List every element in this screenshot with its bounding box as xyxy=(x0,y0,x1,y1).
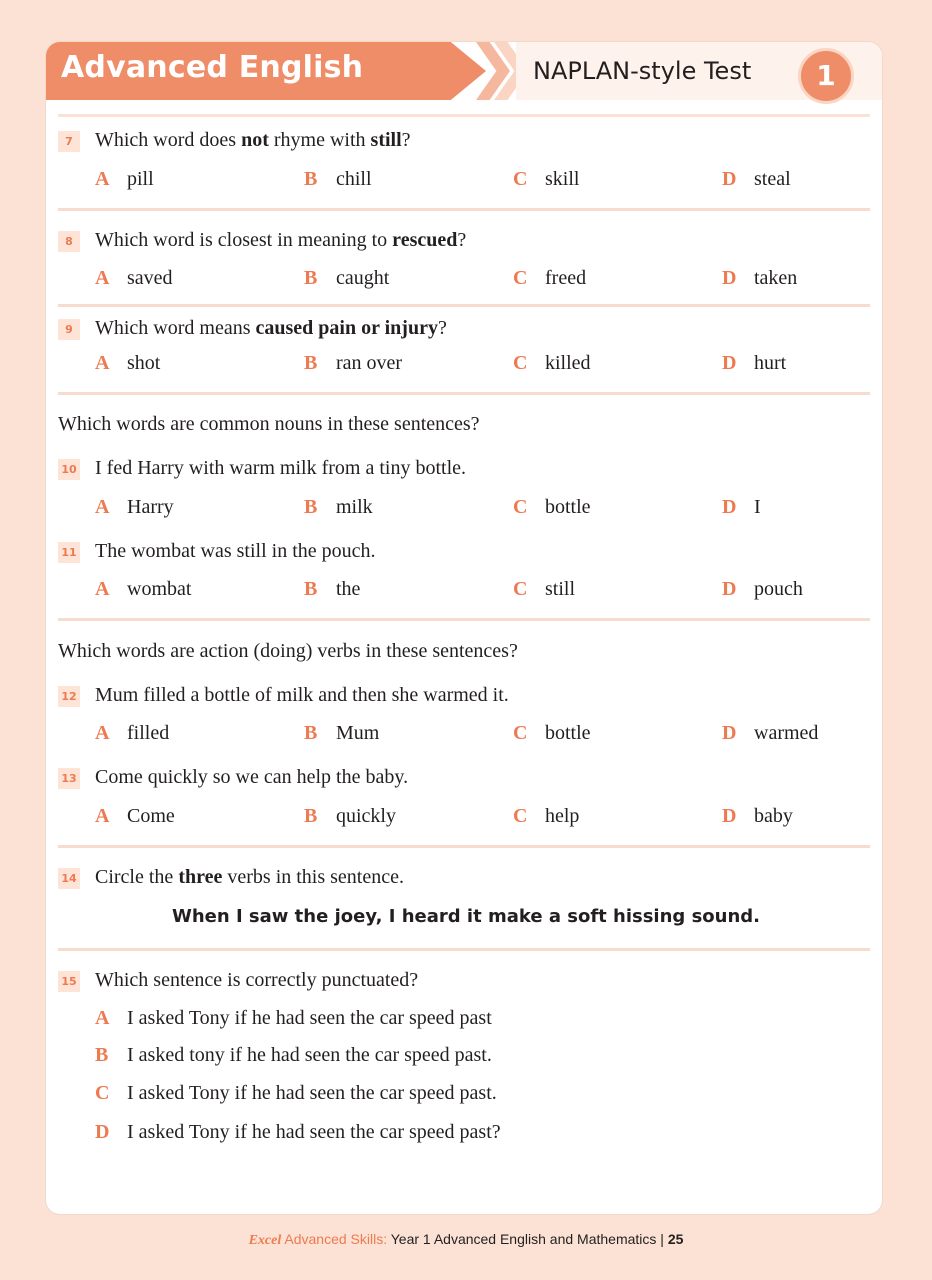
question-11-text: The wombat was still in the pouch. xyxy=(95,540,376,562)
q13-option-d[interactable]: D baby xyxy=(722,805,793,827)
q15-option-b[interactable]: B I asked tony if he had seen the car speed past. xyxy=(95,1044,492,1066)
footer-brand: Excel xyxy=(248,1233,282,1248)
q9-option-a[interactable]: A shot xyxy=(95,352,161,374)
header-divider xyxy=(58,114,870,117)
q7-option-a[interactable]: A pill xyxy=(95,168,154,190)
test-name: NAPLAN-style Test xyxy=(533,57,752,85)
question-14-text: Circle the three verbs in this sentence. xyxy=(95,866,404,888)
q10-option-b[interactable]: B milk xyxy=(304,496,373,518)
page-card xyxy=(46,42,882,1214)
q11-option-a[interactable]: A wombat xyxy=(95,578,192,600)
q8-option-d[interactable]: D taken xyxy=(722,267,798,289)
q9-option-d[interactable]: D hurt xyxy=(722,352,787,374)
test-number-badge: 1 xyxy=(798,48,854,104)
question-number: 11 xyxy=(58,542,80,563)
question-number: 7 xyxy=(58,131,80,152)
question-9-text: Which word means caused pain or injury? xyxy=(95,317,447,339)
footer-series: Advanced Skills: xyxy=(284,1231,388,1247)
question-number: 8 xyxy=(58,231,80,252)
q15-option-d[interactable]: D I asked Tony if he had seen the car speed past? xyxy=(95,1121,501,1143)
question-number: 9 xyxy=(58,319,80,340)
q10-option-c[interactable]: C bottle xyxy=(513,496,591,518)
q15-option-a[interactable]: A I asked Tony if he had seen the car speed past xyxy=(95,1007,492,1029)
question-7-text: Which word does not rhyme with still? xyxy=(95,129,411,151)
q12-option-d[interactable]: D warmed xyxy=(722,722,819,744)
question-10-text: I fed Harry with warm milk from a tiny bottle. xyxy=(95,457,467,479)
q7-option-c[interactable]: C skill xyxy=(513,168,580,190)
question-number: 10 xyxy=(58,459,80,480)
section-instruction: Which words are common nouns in these sentences? xyxy=(58,413,480,435)
q7-option-b[interactable]: B chill xyxy=(304,168,372,190)
q10-option-a[interactable]: A Harry xyxy=(95,496,174,518)
q8-option-c[interactable]: C freed xyxy=(513,267,587,289)
q11-option-b[interactable]: B the xyxy=(304,578,361,600)
q8-option-a[interactable]: A saved xyxy=(95,267,173,289)
divider xyxy=(58,618,870,621)
question-number: 13 xyxy=(58,768,80,789)
q13-option-c[interactable]: C help xyxy=(513,805,580,827)
divider xyxy=(58,392,870,395)
divider xyxy=(58,948,870,951)
question-number: 14 xyxy=(58,868,80,889)
q12-option-a[interactable]: A filled xyxy=(95,722,170,744)
question-number: 15 xyxy=(58,971,80,992)
q11-option-d[interactable]: D pouch xyxy=(722,578,803,600)
q12-option-b[interactable]: B Mum xyxy=(304,722,380,744)
q11-option-c[interactable]: C still xyxy=(513,578,576,600)
q10-option-d[interactable]: D I xyxy=(722,496,761,518)
q9-option-c[interactable]: C killed xyxy=(513,352,591,374)
verb-sentence[interactable]: When I saw the joey, I heard it make a soft hissing sound. xyxy=(172,906,760,927)
footer-separator: | xyxy=(660,1231,664,1247)
question-8-text: Which word is closest in meaning to rescued? xyxy=(95,229,467,251)
divider xyxy=(58,208,870,211)
q12-option-c[interactable]: C bottle xyxy=(513,722,591,744)
divider xyxy=(58,845,870,848)
section-instruction: Which words are action (doing) verbs in these sentences? xyxy=(58,640,518,662)
q8-option-b[interactable]: B caught xyxy=(304,267,390,289)
question-12-text: Mum filled a bottle of milk and then she warmed it. xyxy=(95,684,509,706)
page-title: Advanced English xyxy=(61,50,364,85)
page-footer xyxy=(0,1231,932,1249)
q9-option-b[interactable]: B ran over xyxy=(304,352,403,374)
q15-option-c[interactable]: C I asked Tony if he had seen the car speed past. xyxy=(95,1082,497,1104)
question-15-text: Which sentence is correctly punctuated? xyxy=(95,969,419,991)
question-number: 12 xyxy=(58,686,80,707)
q13-option-b[interactable]: B quickly xyxy=(304,805,396,827)
q7-option-d[interactable]: D steal xyxy=(722,168,791,190)
divider xyxy=(58,304,870,307)
footer-book-title: Year 1 Advanced English and Mathematics xyxy=(390,1231,657,1247)
question-13-text: Come quickly so we can help the baby. xyxy=(95,766,409,788)
page-number: 25 xyxy=(667,1231,684,1247)
q13-option-a[interactable]: A Come xyxy=(95,805,175,827)
